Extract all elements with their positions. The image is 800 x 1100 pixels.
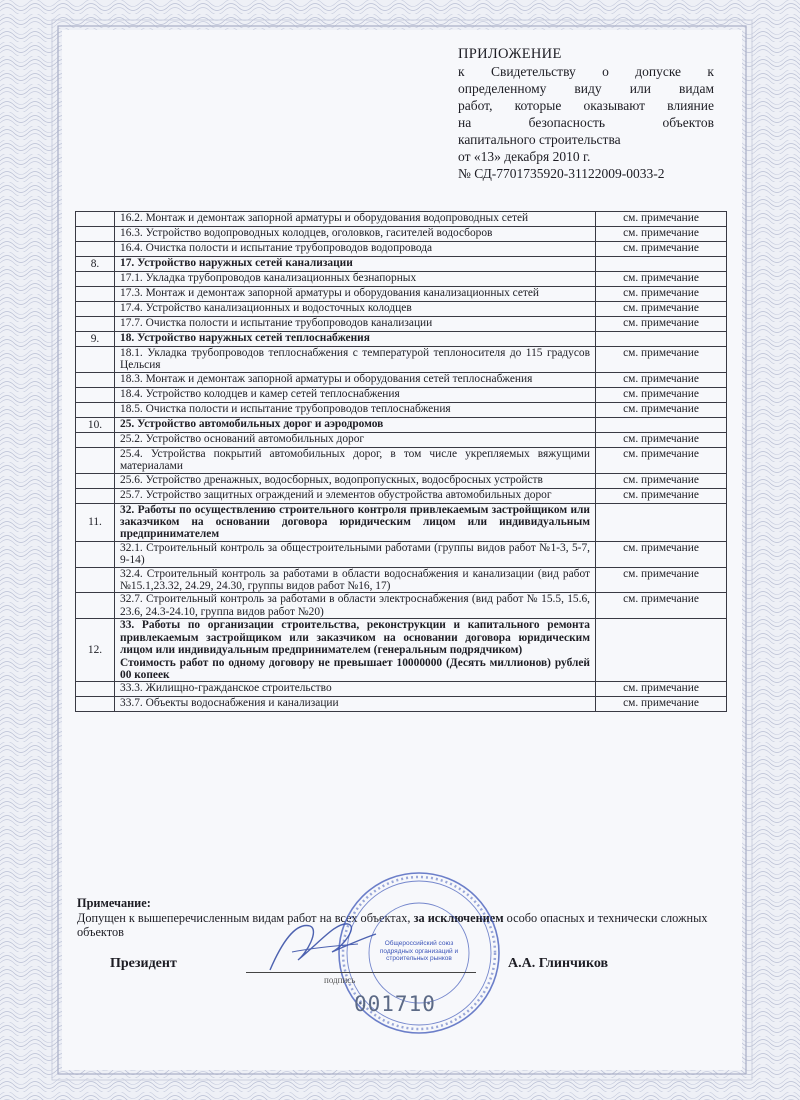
row-number <box>76 227 115 242</box>
note-title: Примечание: <box>77 896 151 910</box>
row-description-text: 17.4. Устройство канализационных и водосточных колодцев <box>120 302 412 314</box>
row-description-text: 32.1. Строительный контроль за общестроительными работами (группы видов работ №1-3, 5-7, 9-14) <box>120 541 590 567</box>
row-description <box>115 347 596 373</box>
row-number <box>76 473 115 488</box>
row-number <box>76 593 115 619</box>
row-number <box>76 682 115 697</box>
row-note: см. примечание <box>596 372 727 387</box>
row-number <box>76 447 115 473</box>
row-description-cost: Стоимость работ по одному договору не превышает 10000000 (Десять миллионов) рублей 00 копеек <box>120 656 590 681</box>
row-description <box>115 682 596 697</box>
note-text-after: особо опасных и технически сложных объектов <box>77 910 708 939</box>
row-description <box>115 227 596 242</box>
table-row <box>76 697 727 712</box>
row-description-text: 18.4. Устройство колодцев и камер сетей теплоснабжения <box>120 387 400 400</box>
signature-row <box>110 956 630 996</box>
row-description-text: 33.3. Жилищно-гражданское строительство <box>120 682 332 695</box>
row-description <box>115 541 596 567</box>
row-description-text: 17.3. Монтаж и демонтаж запорной арматуры и оборудования канализационных сетей <box>120 287 540 299</box>
row-number <box>76 402 115 417</box>
row-description-text: 18. Устройство наружных сетей теплоснабжения <box>120 332 370 344</box>
table-row <box>76 317 727 332</box>
row-number <box>76 347 115 373</box>
table-row <box>76 567 727 593</box>
row-description <box>115 257 596 272</box>
table-row <box>76 473 727 488</box>
row-description <box>115 567 596 593</box>
row-note: см. примечание <box>596 317 727 332</box>
row-note: см. примечание <box>596 387 727 402</box>
row-note: см. примечание <box>596 488 727 503</box>
table-row <box>76 432 727 447</box>
row-description-text: 18.5. Очистка полости и испытание трубопроводов теплоснабжения <box>120 402 451 415</box>
appendix-line: работ, которые оказывают влияние <box>458 98 714 113</box>
row-description <box>115 432 596 447</box>
appendix-header <box>458 46 714 182</box>
row-number <box>76 432 115 447</box>
row-description <box>115 372 596 387</box>
row-number: 11. <box>76 503 115 541</box>
appendix-date: от «13» декабря 2010 г. <box>458 149 591 164</box>
row-number <box>76 272 115 287</box>
row-note: см. примечание <box>596 473 727 488</box>
row-number <box>76 212 115 227</box>
table-row <box>76 447 727 473</box>
row-number <box>76 567 115 593</box>
row-description <box>115 503 596 541</box>
table-row <box>76 682 727 697</box>
note-text-bold: за исключением <box>413 910 504 925</box>
table-row <box>76 332 727 347</box>
row-description <box>115 488 596 503</box>
seal-text: Общероссийский союз подрядных организаций и строительных рынков <box>379 940 459 962</box>
note-text-before: Допущен к вышеперечисленным видам работ на всех объектах, <box>77 910 414 925</box>
row-note <box>596 257 727 272</box>
row-description <box>115 272 596 287</box>
row-note: см. примечание <box>596 347 727 373</box>
row-note: см. примечание <box>596 287 727 302</box>
row-number <box>76 287 115 302</box>
row-description-text: 18.3. Монтаж и демонтаж запорной арматуры и оборудования сетей теплоснабжения <box>120 372 533 385</box>
row-description <box>115 619 596 682</box>
appendix-title: ПРИЛОЖЕНИЕ <box>458 46 562 62</box>
row-description-text: 17. Устройство наружных сетей канализации <box>120 257 353 269</box>
row-number: 10. <box>76 417 115 432</box>
table-row <box>76 593 727 619</box>
table-row <box>76 503 727 541</box>
row-description <box>115 302 596 317</box>
row-description-text: 32.7. Строительный контроль за работами в области электроснабжения (вид работ № 15.5, 15.6, 23.6, 24.3-24.10, группа видов работ №20) <box>120 593 590 618</box>
row-number <box>76 302 115 317</box>
appendix-line: капитального строительства <box>458 132 621 147</box>
row-description-text: 32. Работы по осуществлению строительного контроля привлекаемым застройщиком или заказчиком на основании договора юридическим лицом или индивидуальным предпринимателем <box>120 503 590 541</box>
signature-caption: подпись <box>324 975 356 985</box>
row-number <box>76 372 115 387</box>
row-number <box>76 697 115 712</box>
row-number <box>76 387 115 402</box>
row-note: см. примечание <box>596 697 727 712</box>
table-row <box>76 212 727 227</box>
row-note: см. примечание <box>596 541 727 567</box>
row-description-text: 25. Устройство автомобильных дорог и аэродромов <box>120 417 384 430</box>
row-description <box>115 387 596 402</box>
row-note: см. примечание <box>596 682 727 697</box>
row-description-text: 25.4. Устройства покрытий автомобильных дорог, в том числе укрепляемых вяжущими материалами <box>120 447 590 473</box>
table-row <box>76 242 727 257</box>
row-note: см. примечание <box>596 432 727 447</box>
table-row <box>76 257 727 272</box>
row-note: см. примечание <box>596 227 727 242</box>
row-description-text: 33. Работы по организации строительства, реконструкции и капитального ремонта привлекаемым застройщиком или заказчиком на основании договора юридическим лицом или индивидуальным предпринимателем (генеральным подрядчиком) <box>120 619 590 657</box>
appendix-line: к Свидетельству о допуске к <box>458 64 714 79</box>
table-row <box>76 287 727 302</box>
signatory-name: А.А. Глинчиков <box>508 956 609 971</box>
row-note <box>596 332 727 347</box>
appendix-number: № СД-7701735920-31122009-0033-2 <box>458 166 665 181</box>
row-description-text: 16.2. Монтаж и демонтаж запорной арматуры и оборудования водопроводных сетей <box>120 212 529 224</box>
row-description <box>115 473 596 488</box>
row-description <box>115 332 596 347</box>
table-row <box>76 372 727 387</box>
table-row <box>76 347 727 373</box>
row-description-text: 16.4. Очистка полости и испытание трубопроводов водопровода <box>120 242 433 254</box>
row-description <box>115 697 596 712</box>
serial-number: 001710 <box>354 992 436 1016</box>
table-row <box>76 541 727 567</box>
work-types-table <box>75 211 727 712</box>
table-row <box>76 488 727 503</box>
row-note <box>596 417 727 432</box>
row-description-text: 17.7. Очистка полости и испытание трубопроводов канализации <box>120 317 433 329</box>
row-description-text: 25.7. Устройство защитных ограждений и элементов обустройства автомобильных дорог <box>120 488 552 501</box>
row-note: см. примечание <box>596 212 727 227</box>
row-note <box>596 503 727 541</box>
row-description-text: 32.4. Строительный контроль за работами в области водоснабжения и канализации (вид работ №15.1,23.32, 24.29, 24.30, группы видов работ №16, 17) <box>120 567 590 593</box>
signatory-position: Президент <box>110 956 177 971</box>
row-note: см. примечание <box>596 272 727 287</box>
row-number: 8. <box>76 257 115 272</box>
table-row <box>76 417 727 432</box>
appendix-line: определенному виду или видам <box>458 81 714 96</box>
signature-line <box>246 972 476 973</box>
row-note: см. примечание <box>596 402 727 417</box>
row-description <box>115 317 596 332</box>
row-description <box>115 242 596 257</box>
table-row <box>76 387 727 402</box>
row-number <box>76 317 115 332</box>
table-row <box>76 272 727 287</box>
row-description <box>115 212 596 227</box>
row-number <box>76 488 115 503</box>
row-description <box>115 593 596 619</box>
table-row <box>76 402 727 417</box>
row-note: см. примечание <box>596 593 727 619</box>
table-row <box>76 227 727 242</box>
row-note: см. примечание <box>596 242 727 257</box>
row-description <box>115 402 596 417</box>
table-row <box>76 619 727 682</box>
row-description <box>115 447 596 473</box>
appendix-line: на безопасность объектов <box>458 115 714 130</box>
row-description-text: 33.7. Объекты водоснабжения и канализации <box>120 697 339 710</box>
row-note <box>596 619 727 682</box>
row-number: 9. <box>76 332 115 347</box>
row-note: см. примечание <box>596 447 727 473</box>
row-number <box>76 541 115 567</box>
row-description-text: 16.3. Устройство водопроводных колодцев, оголовков, гасителей водосборов <box>120 227 493 239</box>
row-note: см. примечание <box>596 302 727 317</box>
row-number <box>76 242 115 257</box>
row-description-text: 18.1. Укладка трубопроводов теплоснабжения с температурой теплоносителя до 115 градусов Цельсия <box>120 347 590 372</box>
row-note: см. примечание <box>596 567 727 593</box>
row-description-text: 25.6. Устройство дренажных, водосборных, водопропускных, водосбросных устройств <box>120 473 543 486</box>
row-description-text: 25.2. Устройство оснований автомобильных дорог <box>120 432 365 445</box>
row-description-text: 17.1. Укладка трубопроводов канализационных безнапорных <box>120 272 417 284</box>
row-description <box>115 287 596 302</box>
row-number: 12. <box>76 619 115 682</box>
row-description <box>115 417 596 432</box>
table-row <box>76 302 727 317</box>
